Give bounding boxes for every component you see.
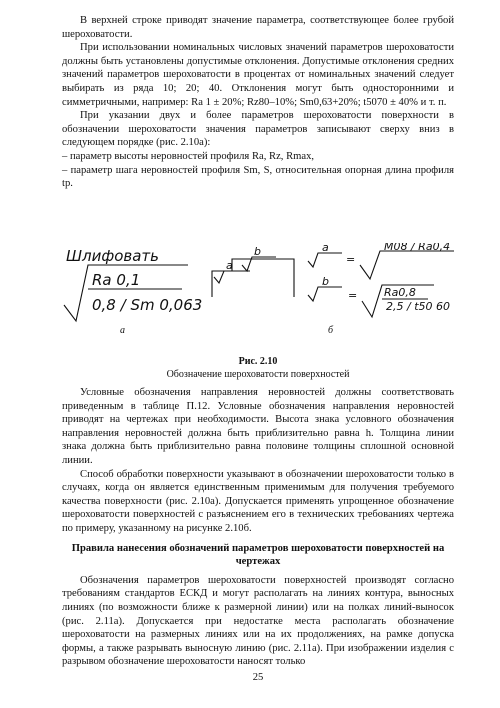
paragraph: При использовании номинальных числовых значений параметров шероховатости должны быть установлены допустимые отклонения. Допустимые отклонения средних значений параметров шероховатости в процентах от номинальных значений следует выбирать из ряда 10; 20; 40. Отклонения могут быть односторонними и симметричными, например: Ra 1 ± 20%; Rz80–10%; Sm0,63+20%; t5070 ± 40% и т. п. — [62, 42, 454, 108]
figure-number: Рис. 2.10 — [238, 356, 278, 367]
figure-2-10 — [62, 243, 454, 353]
paragraph: Условные обозначения направления неровностей должны соответствовать приведенным в таблице П.12. Условные обозначения направления неровностей приводят на чертежах при необходимости. Высота знака условного обозначения направления неровностей должна быть приблизительно равна h. Толщина линии знака должна быть приблизительно равна половине толщины сплошной основной линии. — [62, 387, 454, 466]
sublabel-b: б — [328, 325, 334, 336]
processing-method-label: Шлифовать — [66, 247, 159, 265]
paragraph: Обозначения параметров шероховатости поверхностей производят согласно требованиям стандартов ЕСКД и могут располагать на линиях контура, выносных линиях (по возможности ближе к размерной линии) или на полках линий-выносок (рис. 2.11а). Допускается при недостатке места располагать обозначение шероховатости на размерных линиях или на их продолжениях, на рамке допуска формы, а также разрывать выносную линию (рис. 2.11а). При изображении изделия с разрывом обозначение шероховатости наносят только — [62, 574, 454, 668]
eq-bottom-value-2: 2,5 / t50 60 — [386, 300, 450, 313]
eq-bottom-value-1: Ra0,8 — [384, 286, 416, 299]
roughness-sign-eq-top — [360, 251, 454, 279]
roughness-sign-eq-b — [308, 287, 342, 301]
param-ra-value: Ra 0,1 — [92, 271, 141, 289]
symbol-b-small: b — [254, 245, 261, 258]
roughness-sign-eq-a — [308, 253, 342, 267]
roughness-sign-small-a — [214, 271, 250, 283]
paragraph: В верхней строке приводят значение параметра, соответствующее более грубой шероховатости. — [62, 15, 454, 40]
symbol-a-eq: a — [322, 243, 329, 254]
symbol-b-eq: b — [322, 275, 329, 288]
equals-sign-top: = — [346, 253, 356, 266]
sublabel-a: а — [120, 325, 125, 336]
part-outline — [212, 259, 294, 297]
eq-top-value: M08 / Ra0,4 — [384, 243, 451, 253]
figure-caption: Обозначение шероховатости поверхностей — [166, 369, 350, 380]
paragraph: При указании двух и более параметров шероховатости поверхности в обозначении шероховатости значения параметров записывают сверху вниз в следующем порядке (рис. 2.10а): — [62, 110, 454, 149]
roughness-diagram — [62, 243, 454, 353]
symbol-a-small: a — [226, 259, 233, 272]
section-heading: Правила нанесения обозначений параметров шероховатости поверхностей на чертежах — [71, 542, 445, 568]
text-block-bottom — [62, 386, 454, 669]
list-item: – параметр шага неровностей профиля Sm, S, относительная опорная длина профиля tp. — [62, 164, 454, 190]
list-item: – параметр высоты неровностей профиля Ra, Rz, Rmax, — [62, 150, 315, 162]
page-number: 25 — [252, 672, 264, 683]
text-block-top — [62, 14, 454, 191]
param-sm-value: 0,8 / Sm 0,063 — [92, 296, 203, 314]
equals-sign-bottom: = — [348, 289, 358, 302]
paragraph: Способ обработки поверхности указывают в обозначении шероховатости только в случаях, когда он является единственным применимым для получения требуемого качества поверхности (рис. 2.10а). Допускается применять упрощенное обозначение шероховатости поверхностей с разъяснением его в технических требованиях чертежа по примеру, указанному на рисунке 2.10б. — [62, 468, 454, 534]
